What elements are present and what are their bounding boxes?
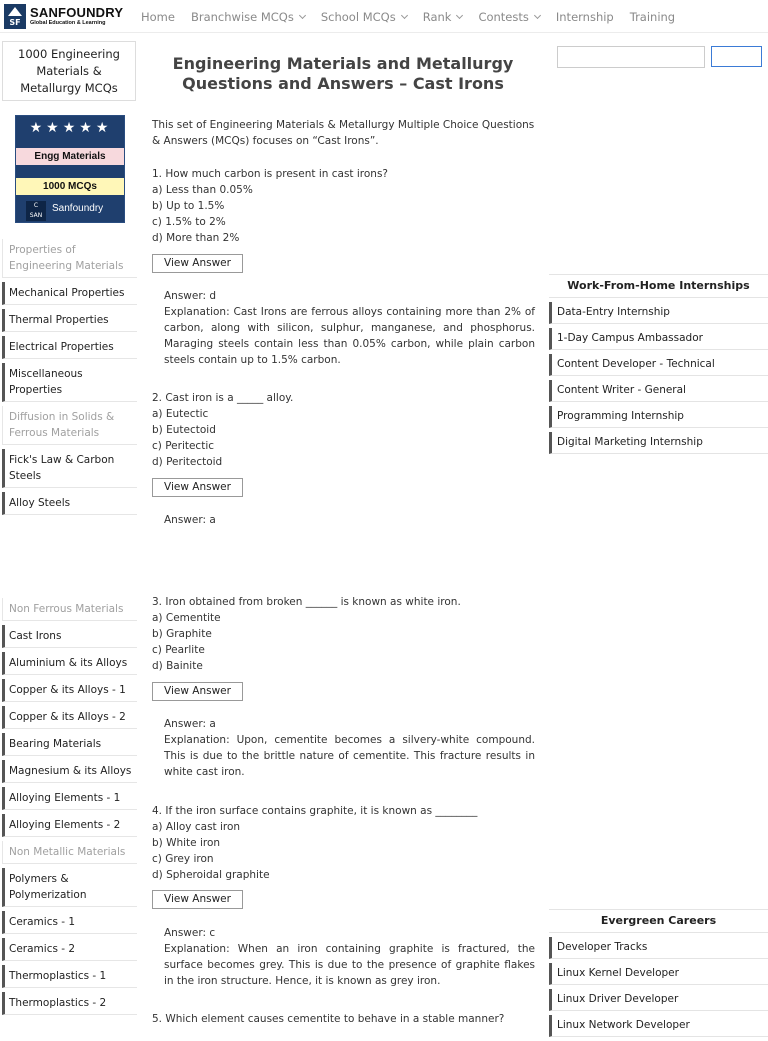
sidebar-item-polymers-polymerization[interactable]: Polymers & Polymerization bbox=[2, 868, 137, 907]
q2-view-answer-wrap bbox=[152, 478, 535, 497]
q3-option-c: c) Pearlite bbox=[152, 644, 205, 656]
nav-home[interactable] bbox=[141, 10, 175, 24]
q1-explanation: Explanation: Cast Irons are ferrous alloys containing more than 2% of carbon, along with silicon, sulphur, manganese, and phosphorus. Maraging steels contain less than 0.05% carbon, while plain carbon steels contain up to 1.5% carbon. bbox=[164, 306, 535, 366]
rating-stars-icon: ★★★★★ bbox=[29, 120, 113, 136]
book-line-1: Engg Materials bbox=[16, 148, 124, 165]
question-5-text: 5. Which element causes cementite to behave in a stable manner? bbox=[152, 1013, 505, 1025]
question-2-text: 2. Cast iron is a _____ alloy. bbox=[152, 392, 294, 404]
page-title: Engineering Materials and Metallurgy Questions and Answers – Cast Irons bbox=[172, 54, 514, 93]
link-developer-tracks[interactable]: Developer Tracks bbox=[549, 937, 768, 959]
q2-answer-text: Answer: a bbox=[164, 514, 216, 526]
chevron-down-icon bbox=[401, 11, 408, 18]
link-content-writer-general[interactable]: Content Writer - General bbox=[549, 380, 768, 402]
nav-school-mcqs[interactable] bbox=[321, 10, 407, 24]
sidebar-title[interactable]: 1000 Engineering Materials & Metallurgy MCQs bbox=[2, 41, 136, 101]
q2-option-d: d) Peritectoid bbox=[152, 456, 223, 468]
link-linux-driver-developer[interactable]: Linux Driver Developer bbox=[549, 989, 768, 1011]
q3-answer bbox=[152, 716, 535, 780]
chevron-down-icon bbox=[456, 11, 463, 18]
q3-option-a: a) Cementite bbox=[152, 612, 221, 624]
sidebar-item-bearing-materials[interactable]: Bearing Materials bbox=[2, 733, 137, 756]
careers-widget bbox=[549, 909, 768, 1041]
nav-label: Internship bbox=[555, 9, 614, 24]
q1-answer bbox=[152, 288, 535, 368]
q3-answer-text: Answer: a bbox=[164, 718, 216, 730]
q4-option-c: c) Grey iron bbox=[152, 853, 214, 865]
sidebar-item-alloying-elements-2[interactable]: Alloying Elements - 2 bbox=[2, 814, 137, 837]
q3-view-answer-wrap bbox=[152, 682, 535, 701]
nav-label: Branchwise MCQs bbox=[190, 9, 294, 24]
sidebar-heading-diffusion-in-solids-ferrous-materials: Diffusion in Solids & Ferrous Materials bbox=[2, 406, 137, 445]
nav-branchwise-mcqs[interactable] bbox=[191, 10, 305, 24]
intro-paragraph: This set of Engineering Materials & Metallurgy Multiple Choice Questions & Answers (MCQs) focuses on “Cast Irons”. bbox=[152, 119, 535, 147]
q3-option-d: d) Bainite bbox=[152, 660, 203, 672]
sidebar-topic-list-1 bbox=[2, 239, 137, 519]
q2-view-answer-button[interactable]: View Answer bbox=[152, 478, 243, 497]
sidebar-item-mechanical-properties[interactable]: Mechanical Properties bbox=[2, 282, 137, 305]
book-publisher: Sanfoundry bbox=[52, 203, 104, 214]
nav-label: Contests bbox=[478, 9, 529, 24]
sidebar-heading-non-metallic-materials: Non Metallic Materials bbox=[2, 841, 137, 864]
nav-internship[interactable] bbox=[556, 10, 614, 24]
question-4 bbox=[152, 803, 535, 883]
book-mini-logo: C SAN bbox=[26, 201, 46, 221]
question-5 bbox=[152, 1011, 535, 1027]
sidebar-item-magnesium-its-alloys[interactable]: Magnesium & its Alloys bbox=[2, 760, 137, 783]
search-button[interactable] bbox=[711, 46, 762, 67]
careers-title: Evergreen Careers bbox=[549, 909, 768, 933]
site-logo[interactable] bbox=[4, 4, 123, 29]
logo-mark bbox=[4, 4, 26, 29]
intro-text bbox=[152, 117, 535, 149]
q1-option-c: c) 1.5% to 2% bbox=[152, 216, 226, 228]
search-input[interactable] bbox=[557, 46, 705, 68]
sidebar-heading-properties-of-engineering-materials: Properties of Engineering Materials bbox=[2, 239, 137, 278]
question-3-text: 3. Iron obtained from broken ______ is known as white iron. bbox=[152, 596, 461, 608]
q4-answer-text: Answer: c bbox=[164, 927, 216, 939]
nav-label: Training bbox=[629, 9, 676, 24]
sidebar-item-thermoplastics-2[interactable]: Thermoplastics - 2 bbox=[2, 992, 137, 1015]
chevron-down-icon bbox=[299, 11, 306, 18]
link-1-day-campus-ambassador[interactable]: 1-Day Campus Ambassador bbox=[549, 328, 768, 350]
question-1-text: 1. How much carbon is present in cast irons? bbox=[152, 168, 388, 180]
q2-answer bbox=[152, 512, 535, 528]
q2-option-c: c) Peritectic bbox=[152, 440, 215, 452]
main-nav bbox=[141, 0, 691, 33]
logo-tagline: Global Education & Learning bbox=[30, 20, 106, 26]
sidebar-item-cast-irons[interactable]: Cast Irons bbox=[2, 625, 137, 648]
nav-label: Rank bbox=[422, 9, 452, 24]
nav-rank[interactable] bbox=[423, 10, 463, 24]
internships-title: Work-From-Home Internships bbox=[549, 274, 768, 298]
q1-option-b: b) Up to 1.5% bbox=[152, 200, 225, 212]
sidebar-item-copper-its-alloys-2[interactable]: Copper & its Alloys - 2 bbox=[2, 706, 137, 729]
link-data-entry-internship[interactable]: Data-Entry Internship bbox=[549, 302, 768, 324]
top-navbar bbox=[0, 0, 768, 33]
internships-widget bbox=[549, 274, 768, 458]
nav-label: School MCQs bbox=[320, 9, 396, 24]
q1-option-a: a) Less than 0.05% bbox=[152, 184, 253, 196]
q4-answer bbox=[152, 925, 535, 989]
q3-view-answer-button[interactable]: View Answer bbox=[152, 682, 243, 701]
q4-view-answer-button[interactable]: View Answer bbox=[152, 890, 243, 909]
sidebar-item-alloy-steels[interactable]: Alloy Steels bbox=[2, 492, 137, 515]
link-digital-marketing-internship[interactable]: Digital Marketing Internship bbox=[549, 432, 768, 454]
logo-mark-text: SF bbox=[9, 18, 21, 27]
sidebar-item-fick-s-law-carbon-steels[interactable]: Fick's Law & Carbon Steels bbox=[2, 449, 137, 488]
chevron-down-icon bbox=[534, 11, 541, 18]
q4-option-a: a) Alloy cast iron bbox=[152, 821, 241, 833]
sidebar-item-aluminium-its-alloys[interactable]: Aluminium & its Alloys bbox=[2, 652, 137, 675]
question-1 bbox=[152, 166, 535, 246]
sidebar-item-copper-its-alloys-1[interactable]: Copper & its Alloys - 1 bbox=[2, 679, 137, 702]
q4-option-d: d) Spheroidal graphite bbox=[152, 869, 270, 881]
question-2 bbox=[152, 390, 535, 470]
book-mini-logo-text: SAN bbox=[29, 212, 43, 219]
sidebar-item-miscellaneous-properties[interactable]: Miscellaneous Properties bbox=[2, 363, 137, 402]
link-content-developer-technical[interactable]: Content Developer - Technical bbox=[549, 354, 768, 376]
nav-label: Home bbox=[141, 9, 175, 24]
question-4-text: 4. If the iron surface contains graphite, it is known as ________ bbox=[152, 805, 478, 817]
q3-option-b: b) Graphite bbox=[152, 628, 212, 640]
q4-option-b: b) White iron bbox=[152, 837, 221, 849]
link-linux-kernel-developer[interactable]: Linux Kernel Developer bbox=[549, 963, 768, 985]
book-line-2: 1000 MCQs bbox=[16, 178, 124, 195]
link-linux-network-developer[interactable]: Linux Network Developer bbox=[549, 1015, 768, 1037]
link-programming-internship[interactable]: Programming Internship bbox=[549, 406, 768, 428]
book-cover-image[interactable] bbox=[15, 115, 125, 223]
sidebar-item-ceramics-2[interactable]: Ceramics - 2 bbox=[2, 938, 137, 961]
q4-view-answer-wrap bbox=[152, 890, 535, 909]
q3-explanation: Explanation: Upon, cementite becomes a silvery-white compound. This is due to the brittle nature of cementite. This fracture results in white cast iron. bbox=[164, 734, 535, 778]
nav-training[interactable] bbox=[630, 10, 675, 24]
q2-option-a: a) Eutectic bbox=[152, 408, 209, 420]
sidebar-item-ceramics-1[interactable]: Ceramics - 1 bbox=[2, 911, 137, 934]
q1-answer-text: Answer: d bbox=[164, 290, 217, 302]
q1-view-answer-button[interactable]: View Answer bbox=[152, 254, 243, 273]
sidebar-topic-list-2 bbox=[2, 598, 137, 1019]
q2-option-b: b) Eutectoid bbox=[152, 424, 216, 436]
logo-name: SANFOUNDRY bbox=[30, 5, 124, 20]
q1-option-d: d) More than 2% bbox=[152, 232, 240, 244]
sidebar-heading-non-ferrous-materials: Non Ferrous Materials bbox=[2, 598, 137, 621]
sidebar-item-thermal-properties[interactable]: Thermal Properties bbox=[2, 309, 137, 332]
sidebar-item-electrical-properties[interactable]: Electrical Properties bbox=[2, 336, 137, 359]
sidebar-item-thermoplastics-1[interactable]: Thermoplastics - 1 bbox=[2, 965, 137, 988]
question-3 bbox=[152, 594, 535, 674]
nav-contests[interactable] bbox=[478, 10, 539, 24]
q1-view-answer-wrap bbox=[152, 254, 535, 273]
sidebar-item-alloying-elements-1[interactable]: Alloying Elements - 1 bbox=[2, 787, 137, 810]
q4-explanation: Explanation: When an iron containing graphite is fractured, the surface becomes grey. This is due to the presence of graphite flakes in the iron structure. Hence, it is known as grey iron. bbox=[164, 943, 535, 987]
